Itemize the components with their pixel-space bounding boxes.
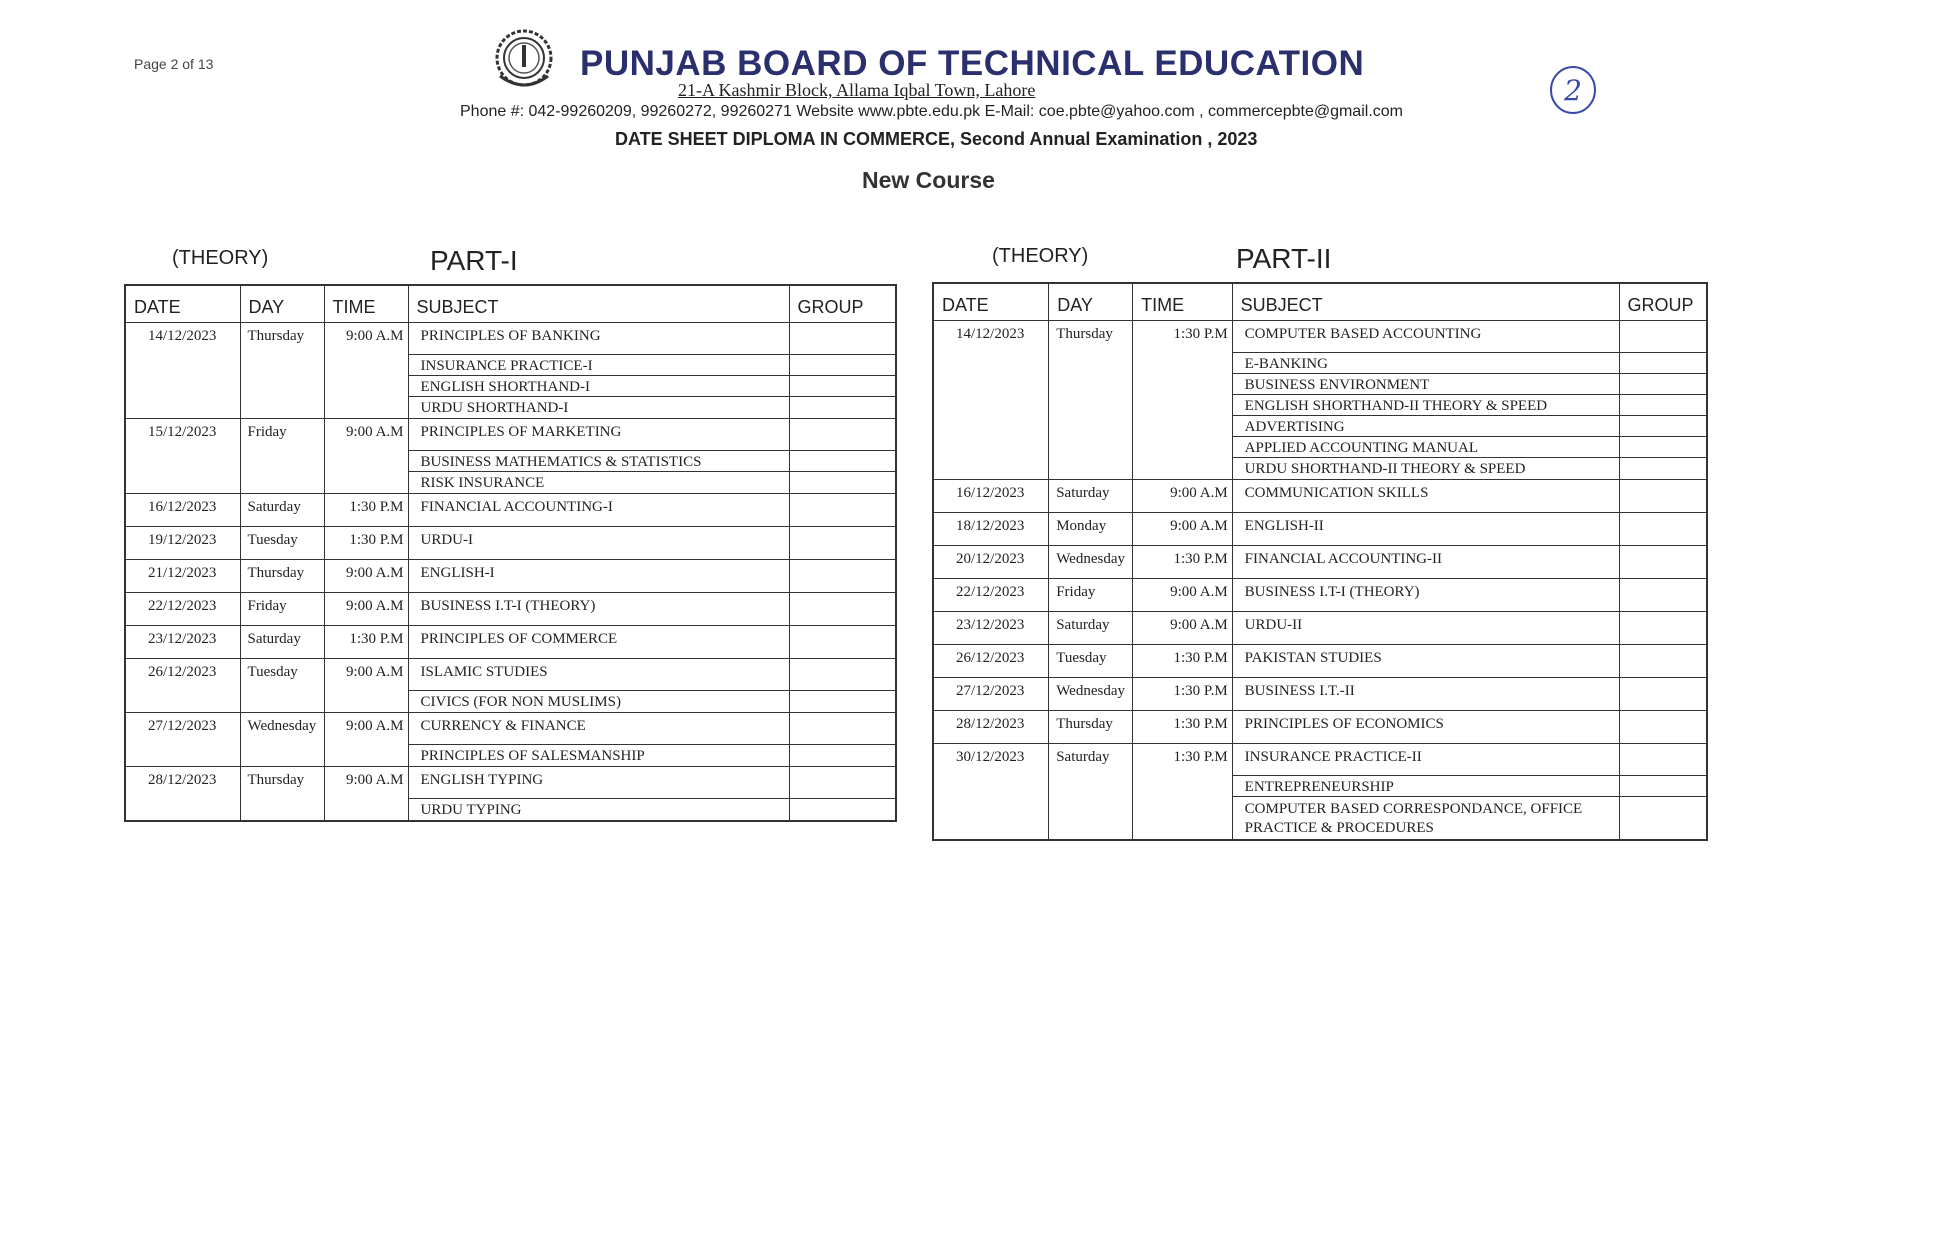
exam-time: 9:00 A.M <box>324 560 408 593</box>
exam-date: 18/12/2023 <box>933 513 1049 546</box>
exam-date: 28/12/2023 <box>125 767 240 822</box>
table-row <box>933 480 1707 513</box>
group-slot <box>790 527 896 559</box>
part1-date-sheet-table <box>124 284 897 822</box>
group-cell <box>1619 513 1707 546</box>
exam-time: 9:00 A.M <box>324 713 408 767</box>
exam-time: 1:30 P.M <box>1133 711 1232 744</box>
group-slot <box>790 593 896 625</box>
course-label: New Course <box>862 167 995 193</box>
exam-day: Saturday <box>1049 480 1133 513</box>
table-row <box>125 767 896 822</box>
exam-time: 9:00 A.M <box>1133 513 1232 546</box>
subject-name: BUSINESS I.T.-II <box>1244 683 1355 699</box>
exam-date: 22/12/2023 <box>933 579 1049 612</box>
subject-cell <box>1232 480 1619 513</box>
subject-name: URDU SHORTHAND-I <box>420 400 569 416</box>
subject-cell <box>1232 744 1619 841</box>
board-title: PUNJAB BOARD OF TECHNICAL EDUCATION <box>580 44 1365 83</box>
subject-cell <box>408 713 789 767</box>
exam-day: Thursday <box>1049 321 1133 480</box>
subject-name: CURRENCY & FINANCE <box>409 713 789 745</box>
exam-time: 9:00 A.M <box>324 323 408 419</box>
handwritten-number: 2 <box>1564 74 1582 107</box>
subject-name: URDU-I <box>420 532 473 548</box>
date-sheet-title: DATE SHEET DIPLOMA IN COMMERCE, Second Annual Examination , 2023 <box>615 129 1258 149</box>
group-slot <box>1620 546 1706 578</box>
group-slot <box>790 376 896 397</box>
group-slot <box>790 799 896 820</box>
subject-name: ENGLISH SHORTHAND-I <box>409 376 789 397</box>
exam-day: Friday <box>1049 579 1133 612</box>
group-slot <box>1620 416 1706 437</box>
table-row <box>933 513 1707 546</box>
table-row <box>933 645 1707 678</box>
col-header-subject: SUBJECT <box>1232 283 1619 321</box>
exam-date: 27/12/2023 <box>933 678 1049 711</box>
exam-time: 9:00 A.M <box>1133 480 1232 513</box>
col-header-day: DAY <box>240 285 324 323</box>
table-row <box>933 678 1707 711</box>
col-header-time: TIME <box>1133 283 1232 321</box>
exam-day: Saturday <box>1049 744 1133 841</box>
subject-cell <box>408 659 789 713</box>
table-row <box>933 744 1707 841</box>
exam-date: 28/12/2023 <box>933 711 1049 744</box>
col-header-date: DATE <box>125 285 240 323</box>
table-row <box>125 494 896 527</box>
table-row <box>933 321 1707 480</box>
subject-cell <box>408 560 789 593</box>
subject-name: PAKISTAN STUDIES <box>1244 650 1382 666</box>
subject-name: PRINCIPLES OF MARKETING <box>409 419 789 451</box>
col-header-time: TIME <box>324 285 408 323</box>
exam-time: 1:30 P.M <box>1133 645 1232 678</box>
group-slot <box>790 472 896 493</box>
subject-cell <box>1232 546 1619 579</box>
exam-day: Wednesday <box>1049 678 1133 711</box>
group-slot <box>1620 612 1706 644</box>
exam-date: 14/12/2023 <box>933 321 1049 480</box>
table-row <box>125 323 896 419</box>
contact-info: Phone #: 042-99260209, 99260272, 99260271 Website www.pbte.edu.pk E-Mail: coe.pbte@yahoo.com , commercepbte@gmail.com <box>460 103 1403 120</box>
group-slot <box>790 419 896 451</box>
part1-theory-label: (THEORY) <box>172 247 269 269</box>
subject-name: COMPUTER BASED ACCOUNTING <box>1233 321 1619 353</box>
subject-name: PRINCIPLES OF COMMERCE <box>420 631 618 647</box>
group-cell <box>1619 678 1707 711</box>
exam-day: Thursday <box>240 560 324 593</box>
exam-day: Friday <box>240 419 324 494</box>
page-number: Page 2 of 13 <box>134 56 214 72</box>
group-slot <box>1620 353 1706 374</box>
pbte-logo-icon <box>494 28 554 92</box>
group-slot <box>1620 645 1706 677</box>
group-cell <box>1619 645 1707 678</box>
exam-day: Saturday <box>1049 612 1133 645</box>
subject-name: ADVERTISING <box>1233 416 1619 437</box>
exam-day: Tuesday <box>240 527 324 560</box>
subject-name: PRINCIPLES OF ECONOMICS <box>1244 716 1444 732</box>
exam-time: 9:00 A.M <box>324 593 408 626</box>
table-header-row <box>125 285 896 323</box>
subject-cell <box>1232 321 1619 480</box>
subject-name: BUSINESS I.T-I (THEORY) <box>1244 584 1420 600</box>
table-row <box>933 546 1707 579</box>
subject-name: FINANCIAL ACCOUNTING-II <box>1244 551 1442 567</box>
exam-time: 1:30 P.M <box>324 527 408 560</box>
group-cell <box>789 659 896 713</box>
group-slot <box>790 494 896 526</box>
subject-cell <box>1232 711 1619 744</box>
subject-name: INSURANCE PRACTICE-I <box>409 355 789 376</box>
exam-time: 9:00 A.M <box>324 419 408 494</box>
group-cell <box>1619 744 1707 841</box>
group-slot <box>1620 480 1706 512</box>
group-slot <box>1620 579 1706 611</box>
exam-day: Wednesday <box>240 713 324 767</box>
subject-name: URDU TYPING <box>420 802 522 818</box>
group-cell <box>789 626 896 659</box>
exam-day: Saturday <box>240 626 324 659</box>
group-cell <box>789 494 896 527</box>
group-slot <box>790 659 896 691</box>
subject-cell <box>1232 678 1619 711</box>
group-cell <box>789 560 896 593</box>
group-slot <box>1620 458 1706 479</box>
subject-name: E-BANKING <box>1233 353 1619 374</box>
exam-date: 20/12/2023 <box>933 546 1049 579</box>
table-row <box>125 419 896 494</box>
exam-time: 9:00 A.M <box>1133 612 1232 645</box>
subject-name: BUSINESS MATHEMATICS & STATISTICS <box>409 451 789 472</box>
group-slot <box>790 767 896 799</box>
subject-name: ENGLISH TYPING <box>409 767 789 799</box>
group-cell <box>1619 321 1707 480</box>
exam-date: 16/12/2023 <box>933 480 1049 513</box>
exam-time: 1:30 P.M <box>1133 744 1232 841</box>
group-slot <box>1620 321 1706 353</box>
col-header-group: GROUP <box>789 285 896 323</box>
subject-name: PRINCIPLES OF BANKING <box>409 323 789 355</box>
exam-day: Tuesday <box>240 659 324 713</box>
group-cell <box>789 527 896 560</box>
table-row <box>125 560 896 593</box>
exam-date: 19/12/2023 <box>125 527 240 560</box>
subject-name: ENTREPRENEURSHIP <box>1233 776 1619 797</box>
part2-title: PART-II <box>1236 243 1332 274</box>
subject-cell <box>1232 612 1619 645</box>
exam-time: 1:30 P.M <box>1133 678 1232 711</box>
group-slot <box>1620 797 1706 839</box>
handwritten-page-mark <box>1548 64 1598 116</box>
group-cell <box>789 767 896 822</box>
group-slot <box>1620 678 1706 710</box>
exam-date: 26/12/2023 <box>933 645 1049 678</box>
table-row <box>125 626 896 659</box>
exam-day: Thursday <box>240 323 324 419</box>
exam-time: 9:00 A.M <box>1133 579 1232 612</box>
subject-name: CIVICS (FOR NON MUSLIMS) <box>420 694 621 710</box>
subject-cell <box>1232 579 1619 612</box>
part2-theory-label: (THEORY) <box>992 245 1089 267</box>
exam-date: 21/12/2023 <box>125 560 240 593</box>
subject-cell <box>408 323 789 419</box>
exam-day: Thursday <box>1049 711 1133 744</box>
group-slot <box>790 560 896 592</box>
group-slot <box>790 323 896 355</box>
subject-name: COMPUTER BASED CORRESPONDANCE, OFFICE PRACTICE & PROCEDURES <box>1244 801 1583 836</box>
col-header-day: DAY <box>1049 283 1133 321</box>
exam-date: 15/12/2023 <box>125 419 240 494</box>
col-header-subject: SUBJECT <box>408 285 789 323</box>
table-header-row <box>933 283 1707 321</box>
subject-name: BUSINESS I.T-I (THEORY) <box>420 598 596 614</box>
group-slot <box>790 713 896 745</box>
group-cell <box>1619 546 1707 579</box>
group-slot <box>790 451 896 472</box>
subject-cell <box>408 593 789 626</box>
group-cell <box>789 419 896 494</box>
exam-date: 23/12/2023 <box>933 612 1049 645</box>
group-slot <box>790 745 896 766</box>
subject-name: ENGLISH-II <box>1244 518 1324 534</box>
group-cell <box>789 323 896 419</box>
exam-date: 22/12/2023 <box>125 593 240 626</box>
group-slot <box>1620 711 1706 743</box>
group-slot <box>1620 437 1706 458</box>
group-cell <box>1619 579 1707 612</box>
group-slot <box>1620 395 1706 416</box>
exam-day: Thursday <box>240 767 324 822</box>
group-cell <box>789 593 896 626</box>
group-cell <box>789 713 896 767</box>
table-row <box>933 612 1707 645</box>
exam-time: 1:30 P.M <box>324 626 408 659</box>
table-row <box>125 527 896 560</box>
exam-time: 9:00 A.M <box>324 767 408 822</box>
group-cell <box>1619 711 1707 744</box>
board-address: 21-A Kashmir Block, Allama Iqbal Town, Lahore <box>678 80 1036 100</box>
subject-name: APPLIED ACCOUNTING MANUAL <box>1233 437 1619 458</box>
subject-name: ENGLISH SHORTHAND-II THEORY & SPEED <box>1233 395 1619 416</box>
subject-name: ENGLISH-I <box>420 565 495 581</box>
exam-date: 23/12/2023 <box>125 626 240 659</box>
subject-cell <box>408 626 789 659</box>
table-row <box>933 711 1707 744</box>
subject-cell <box>408 527 789 560</box>
part2-date-sheet-table <box>932 282 1708 841</box>
subject-cell <box>408 767 789 822</box>
exam-date: 27/12/2023 <box>125 713 240 767</box>
exam-date: 26/12/2023 <box>125 659 240 713</box>
exam-day: Tuesday <box>1049 645 1133 678</box>
exam-date: 16/12/2023 <box>125 494 240 527</box>
subject-cell <box>408 494 789 527</box>
group-cell <box>1619 612 1707 645</box>
subject-name: ISLAMIC STUDIES <box>409 659 789 691</box>
group-slot <box>790 397 896 418</box>
exam-day: Monday <box>1049 513 1133 546</box>
subject-name: RISK INSURANCE <box>420 475 545 491</box>
subject-name: PRINCIPLES OF SALESMANSHIP <box>420 748 645 764</box>
exam-time: 1:30 P.M <box>1133 546 1232 579</box>
subject-name: URDU SHORTHAND-II THEORY & SPEED <box>1244 461 1526 477</box>
group-slot <box>790 355 896 376</box>
exam-day: Friday <box>240 593 324 626</box>
col-header-group: GROUP <box>1619 283 1707 321</box>
subject-name: COMMUNICATION SKILLS <box>1244 485 1429 501</box>
subject-name: URDU-II <box>1244 617 1303 633</box>
group-slot <box>790 691 896 712</box>
exam-time: 9:00 A.M <box>324 659 408 713</box>
table-row <box>125 593 896 626</box>
exam-day: Saturday <box>240 494 324 527</box>
subject-cell <box>1232 513 1619 546</box>
subject-cell <box>408 419 789 494</box>
subject-name: BUSINESS ENVIRONMENT <box>1233 374 1619 395</box>
table-row <box>933 579 1707 612</box>
group-slot <box>1620 374 1706 395</box>
group-slot <box>1620 776 1706 797</box>
table-row <box>125 713 896 767</box>
exam-time: 1:30 P.M <box>1133 321 1232 480</box>
group-slot <box>1620 513 1706 545</box>
group-slot <box>790 626 896 658</box>
exam-date: 30/12/2023 <box>933 744 1049 841</box>
table-row <box>125 659 896 713</box>
subject-cell <box>1232 645 1619 678</box>
subject-name: FINANCIAL ACCOUNTING-I <box>420 499 613 515</box>
col-header-date: DATE <box>933 283 1049 321</box>
subject-name: INSURANCE PRACTICE-II <box>1233 744 1619 776</box>
part1-title: PART-I <box>430 245 518 276</box>
exam-date: 14/12/2023 <box>125 323 240 419</box>
group-slot <box>1620 744 1706 776</box>
group-cell <box>1619 480 1707 513</box>
exam-time: 1:30 P.M <box>324 494 408 527</box>
exam-day: Wednesday <box>1049 546 1133 579</box>
